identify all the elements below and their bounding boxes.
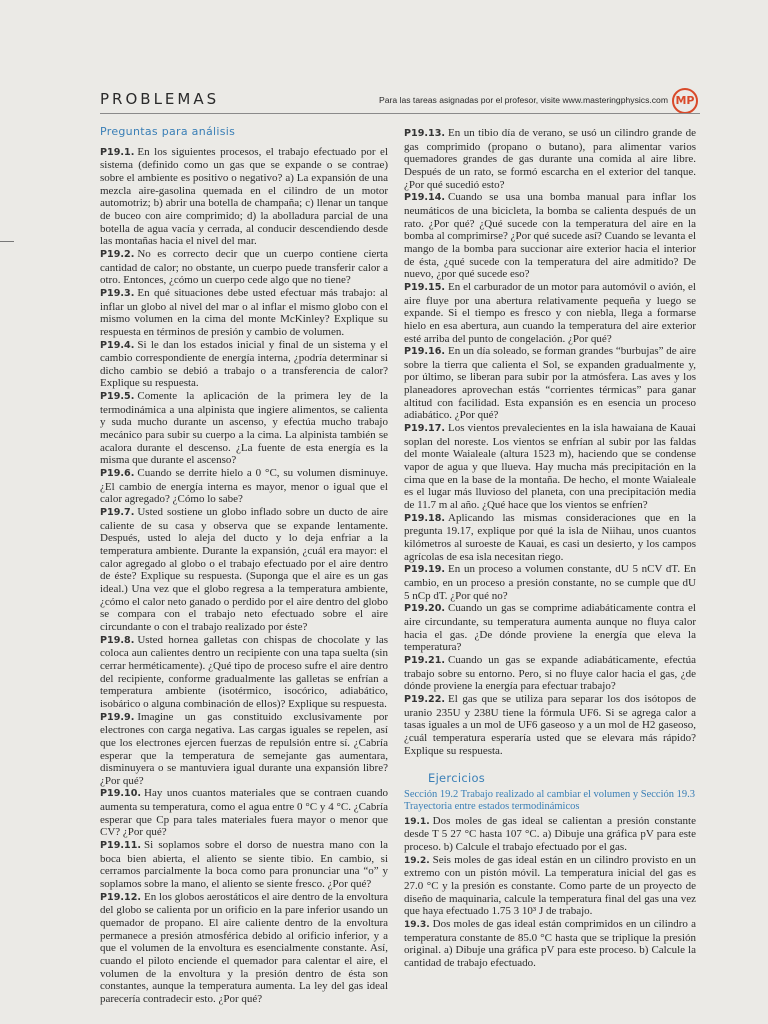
question-item-text: Comente la aplicación de la primera ley de la termodinámica a una alpinista que ingiere alimentos, se calienta y suda mucho durante un ascenso, y efectúa mucho trabajo mecánico para subir su cuerpo a la cima. La alpinista también se acalora durante el descenso. ¿La fuente de esta energía es la misma que durante el ascenso? — [100, 390, 388, 467]
question-item-number: P19.7. — [100, 507, 135, 519]
question-item-text: Si soplamos sobre el dorso de nuestra mano con la boca bien abierta, el aliento se siente tibio. En cambio, si cerramos parcialmente la boca como para pronunciar una “o” y soplamos sobre la mano, el aliento se siente fresco. ¿Por qué? — [100, 839, 388, 891]
question-item-text: En los siguientes procesos, el trabajo efectuado por el sistema (definido como un gas que se expande o se contrae) sobre el ambiente es positivo o negativo? a) La expansión de una mezcla aire-gasolina quemada en el cilindro de un motor automotriz; b) abrir una botella de champaña; c) llenar un tanque de buceo con aire comprimido; d) la abolladura parcial de una botella de agua vacía y cerrada, al conducir descendiendo desde las montañas hacia el nivel del mar. — [100, 145, 388, 248]
question-item — [100, 634, 388, 711]
question-item-number: P19.21. — [404, 654, 446, 666]
question-item — [404, 512, 696, 564]
question-item — [100, 839, 388, 891]
section-title-preguntas: Preguntas para análisis — [100, 125, 236, 138]
question-item-text: En qué situaciones debe usted efectuar más trabajo: al inflar un globo al nivel del mar o al inflar el mismo globo con el mismo volumen en la cima del monte McKinley? Explique su respuesta en términos de presión y cambio de volumen. — [100, 286, 388, 338]
question-item — [100, 467, 388, 506]
question-item-text: Cuando un gas se expande adiabáticamente, efectúa trabajo sobre su entorno. Pero, si no fluye calor hacia el gas, ¿de dónde proviene la energía para efectuar trabajo? — [404, 653, 696, 693]
question-item — [404, 127, 696, 191]
question-item-number: P19.14. — [404, 192, 446, 204]
question-item-text: En un tibio día de verano, se usó un cilindro grande de gas comprimido (propano o butano), para alimentar varios quemadores grandes de gas durante una comida al aire libre. Después de un rato, se formó escarcha en el exterior del tanque. ¿Por qué sucedió esto? — [404, 127, 696, 191]
exercise-item — [404, 815, 696, 854]
question-item — [100, 787, 388, 839]
exercise-item — [404, 918, 696, 970]
question-item-number: P19.11. — [100, 840, 142, 852]
question-item — [404, 602, 696, 654]
question-item-number: P19.8. — [100, 634, 135, 646]
section-title-ejercicios: Ejercicios — [428, 771, 486, 786]
question-item — [100, 248, 388, 287]
question-item — [404, 654, 696, 693]
question-item-number: P19.17. — [404, 423, 446, 435]
exercise-item-number: 19.3. — [404, 920, 430, 931]
question-item-number: P19.22. — [404, 693, 446, 705]
question-item — [100, 339, 388, 391]
question-item — [404, 563, 696, 602]
question-item — [404, 693, 696, 757]
question-item-text: En los globos aerostáticos el aire dentro de la envoltura del globo se calienta por un orificio en la pare inferior usando un quemador de propano. El aire caliente dentro de la envoltura permanece a presión atmosférica debido al orificio inferior, y a que el volumen de la envoltura es esencialmente constante. Así, cuando el piloto enciende el quemador para calentar el aire, el volumen de la envoltura y la presión dentro de ésta son constantes, aunque la temperatura aumenta. La ley del gas ideal parecería contradecir esto. ¿Por qué? — [100, 890, 388, 1005]
exercise-item-number: 19.2. — [404, 855, 430, 866]
exercise-item-text: Dos moles de gas ideal se calientan a presión constante desde T 5 27 °C hasta 107 °C. a) Dibuje una gráfica pV para este proceso. b) Calcule el trabajo efectuado por el gas. — [404, 814, 696, 854]
question-item — [100, 287, 388, 339]
question-item-text: Cuando se derrite hielo a 0 °C, su volumen disminuye. ¿El cambio de energía interna es mayor, menor o igual que el calor agregado? ¿Cómo lo sabe? — [100, 467, 388, 506]
question-list-left — [100, 146, 388, 1006]
mastering-physics-logo: MP — [672, 88, 698, 114]
exercise-item-number: 19.1. — [404, 816, 430, 827]
question-item — [404, 422, 696, 512]
question-item-number: P19.18. — [404, 512, 446, 524]
question-item-text: Usted hornea galletas con chispas de chocolate y las coloca aun calientes dentro un recipiente con una tapa suelta (sin cerrar herméticamente). ¿Qué tipo de proceso sufre el aire dentro del recipiente, conforme gradualmente las galletas se enfrían a temperatura ambiente (isotérmico, isocórico, adiabático, isobárico o alguna combinación de ellos)? Explique su respuesta. — [100, 633, 388, 710]
question-item-number: P19.10. — [100, 788, 142, 800]
page-title: PROBLEMAS — [100, 90, 220, 108]
question-list-right — [404, 127, 696, 757]
exercise-item — [404, 854, 696, 918]
question-item — [404, 345, 696, 422]
question-item-text: El gas que se utiliza para separar los dos isótopos de uranio 235U y 238U tiene la fórmula UF6. Si se agrega calor a tasas iguales a un mol de UF6 gaseoso y a un mol de H2 gaseoso, ¿cuál temperatura esperaría usted que se elevara más rápido? Explique su respuesta. — [404, 692, 696, 757]
question-item — [100, 390, 388, 467]
question-item-text: Hay unos cuantos materiales que se contraen cuando aumenta su temperatura, como el agua entre 0 °C y 4 °C. ¿Cabría esperar que Cp para tales materiales fuera mayor o menor que CV? ¿Por qué? — [100, 787, 388, 839]
question-item-text: No es correcto decir que un cuerpo contiene cierta cantidad de calor; no obstante, un cuerpo puede transferir calor a otro. Entonces, ¿cómo un cuerpo cede algo que no tiene? — [100, 247, 388, 287]
question-item-number: P19.19. — [404, 564, 446, 576]
question-item-text: Aplicando las mismas consideraciones que en la pregunta 19.17, explique por qué la isla de Niihau, unos cuantos kilómetros al suroeste de Kauai, es casi un desierto, y los campos agrícolas de esa isla necesitan riego. — [404, 511, 696, 563]
question-item — [404, 281, 696, 345]
assignment-note: Para las tareas asignadas por el profesor, visite www.masteringphysics.com — [379, 95, 668, 105]
question-item-number: P19.3. — [100, 287, 135, 299]
exercise-item-text: Seis moles de gas ideal están en un cilindro provisto en un extremo con un pistón móvil. La temperatura inicial del gas es 27.0 °C y la presión es constante. Como parte de un proyecto de diseño de maquinaria, calcule la temperatura final del gas una vez que haya efectuado 1.75 3 10³ J de trabajo. — [404, 853, 696, 918]
question-item-text: En un día soleado, se forman grandes “burbujas” de aire sobre la tierra que calienta el Sol, se expanden gradualmente y, por último, se liberan para subir por la atmósfera. Las aves y los planeadores aprovechan estás “corrientes térmicas” para ganar altitud con facilidad. Esta expansión es en esencia un proceso adiabático. ¿Por qué? — [404, 345, 696, 422]
margin-mark — [0, 241, 14, 242]
right-column — [404, 127, 696, 970]
exercises-subsection: Sección 19.2 Trabajo realizado al cambiar el volumen y Sección 19.3 Trayectoria entre estados termodinámicos — [404, 788, 696, 812]
left-column — [100, 126, 388, 1006]
question-item-number: P19.1. — [100, 146, 135, 158]
question-item — [404, 191, 696, 281]
question-item-number: P19.16. — [404, 346, 446, 358]
question-item-number: P19.5. — [100, 391, 135, 403]
question-item-number: P19.9. — [100, 711, 135, 723]
question-item-number: P19.12. — [100, 891, 142, 903]
question-item-text: Cuando se usa una bomba manual para inflar los neumáticos de una bicicleta, la bomba se calienta después de un rato. ¿Por qué? ¿Qué sucede con la temperatura del aire en la bomba al comprimirse? ¿Por qué sucede así? Cuando se levanta el mango de la bomba para succionar aire exterior hacia el interior de ésta, ¿qué sucede con la temperatura del aire admitido? De nuevo, ¿por qué sucede eso? — [404, 191, 697, 281]
question-item-text: En el carburador de un motor para automóvil o avión, el aire fluye por una abertura relativamente pequeña y luego se expande. Si el tiempo es fresco y con niebla, llega a formarse hielo en esa abertura, aun cuando la temperatura del aire exterior esté arriba del punto de congelación. ¿Por qué? — [404, 280, 696, 345]
question-item — [100, 146, 388, 248]
question-item-number: P19.4. — [100, 339, 135, 351]
question-item-text: Imagine un gas constituido exclusivamente por electrones con carga negativa. Las cargas iguales se repelen, así que los electrones ejercen fuerzas de repulsión entre sí. ¿Cabría esperar que la temperatura de semejante gas aumentara, disminuyera o se mantuviera igual durante una expansión libre? ¿Por qué? — [100, 710, 388, 787]
question-item-text: Cuando un gas se comprime adiabáticamente contra el aire circundante, su temperatura aumenta aunque no fluya calor hacia el gas. ¿De dónde proviene la energía que eleva la temperatura? — [404, 602, 696, 654]
question-item — [100, 891, 388, 1006]
question-item-number: P19.2. — [100, 248, 135, 260]
question-item-text: En un proceso a volumen constante, dU 5 nCV dT. En cambio, en un proceso a presión constante, no se cumple que dU 5 nCp dT. ¿Por qué no? — [404, 563, 696, 602]
question-item-number: P19.15. — [404, 281, 446, 293]
question-item-text: Los vientos prevalecientes en la isla hawaiana de Kauai soplan del noreste. Los vientos se enfrían al subir por las faldas del monte Waialeale (altura 1523 m), haciendo que se condense vapor de agua y que llueva. Hay mucha más precipitación en la cima que en la base de la montaña. De hecho, el monte Waialeale es el lugar más lluvioso del planeta, con una precipitación media de 11.7 m al año. ¿Qué hace que los vientos se enfríen? — [404, 422, 696, 512]
question-item — [100, 711, 388, 788]
header-divider — [100, 113, 700, 114]
exercise-item-text: Dos moles de gas ideal están comprimidos en un cilindro a temperatura constante de 85.0 °C hasta que se triplique la presión original. a) Dibuje una gráfica pV para este proceso. b) Calcule la cantidad de trabajo efectuado. — [404, 918, 696, 970]
exercise-list — [404, 815, 696, 970]
question-item-number: P19.13. — [404, 128, 446, 139]
question-item — [100, 506, 388, 634]
question-item-text: Usted sostiene un globo inflado sobre un ducto de aire caliente de su casa y observa que se expande lentamente. Después, usted lo aleja del ducto y lo deja enfriar a la temperatura ambiente. Durante la expansión, ¿cuál era mayor: el calor agregado al globo o el trabajo efectuado por el aire dentro de éste? Explique su respuesta. (Suponga que el aire es un gas ideal.) Una vez que el globo regresa a la temperatura ambiente, ¿cómo el calor neto ganado o perdido por el aire dentro del globo se compara con el trabajo neto efectuado sobre el aire circundante o con el trabajo realizado por éste? — [100, 506, 388, 633]
question-item-text: Si le dan los estados inicial y final de un sistema y el cambio correspondiente de energía interna, ¿podría determinar si dicho cambio se debió a trabajo o a transferencia de calor? Explique su respuesta. — [100, 338, 388, 390]
question-item-number: P19.20. — [404, 603, 446, 615]
question-item-number: P19.6. — [100, 468, 135, 480]
